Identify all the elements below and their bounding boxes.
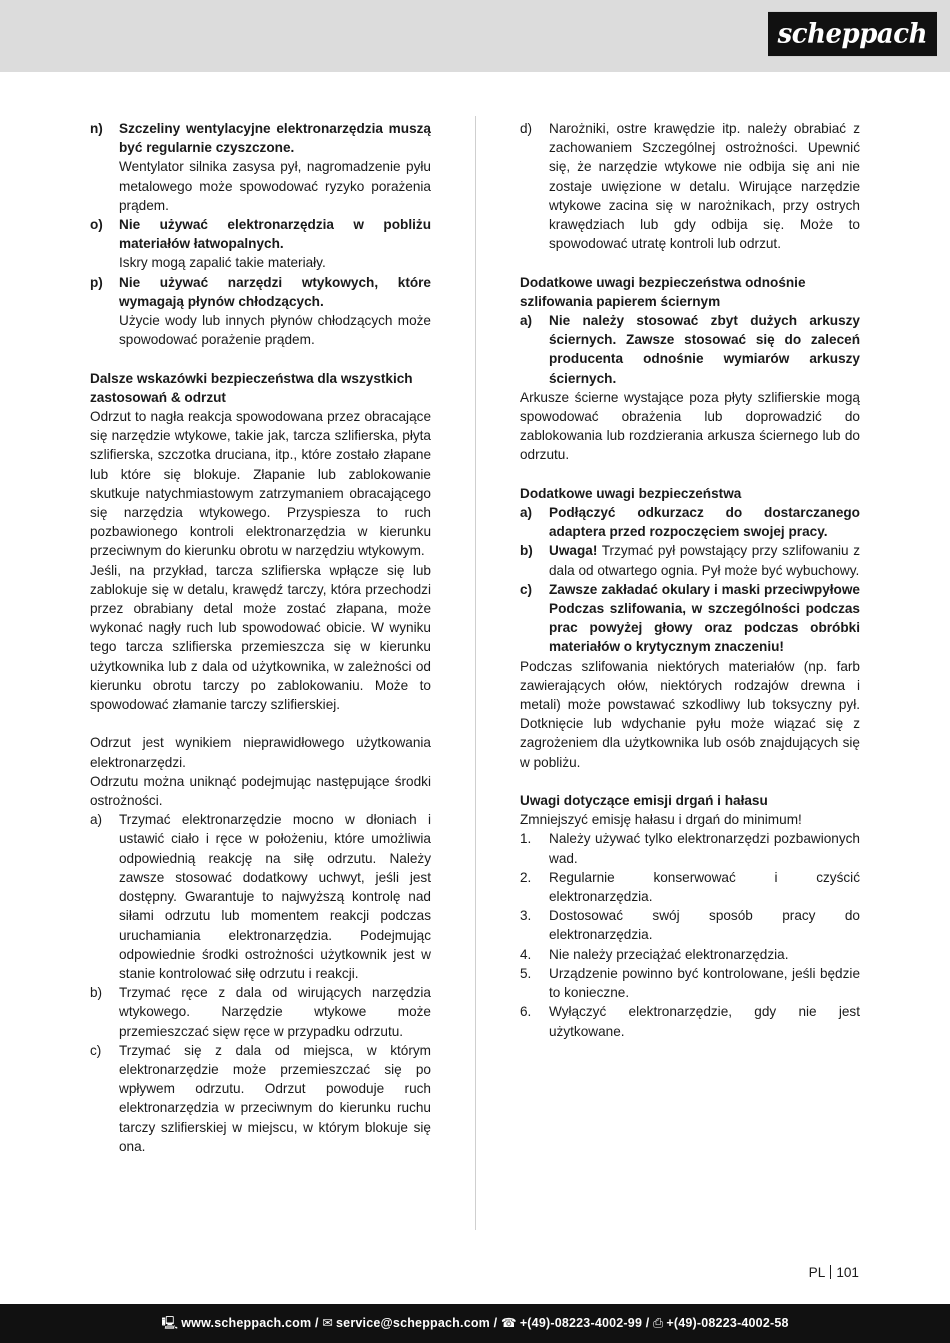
page-header xyxy=(0,0,950,72)
page-lang: PL xyxy=(808,1265,826,1280)
item-marker: n) xyxy=(90,121,103,136)
paragraph: Podczas szlifowania niektórych materiałów (np. farb zawierających ołów, niektórych rodzajów drewna i metali) może powstawać szkodliwy lub toksyczny pył. Dotknięcie lub wdychanie pyłu może wiązać się z zagrożeniem dla użytkownika lub osób znajdujących się w pobliżu. xyxy=(520,658,860,770)
section-heading-noise: Uwagi dotyczące emisji drgań i hałasu xyxy=(520,793,768,809)
paragraph: Arkusze ścierne wystające poza płyty szlifierskie mogą spowodować obrażenia lub doprowadzić do zablokowania lub rozdzierania arkusza ściernego lub do odrzutu. xyxy=(520,389,860,463)
item-marker: a) xyxy=(90,812,103,828)
list-item xyxy=(90,1041,431,1156)
email-icon: ✉ xyxy=(322,1316,334,1330)
section-heading-kickback: Dalsze wskazówki bezpieczeństwa dla wszystkich zastosowań & odrzut xyxy=(90,370,413,405)
list-item xyxy=(520,964,860,1002)
column-divider xyxy=(475,116,476,1230)
list-item xyxy=(90,215,431,273)
list-item xyxy=(520,580,860,657)
item-text: Trzymać ręce z dala od wirujących narzędzia wtykowego. Narzędzie wtykowe może przemieszczać sięw ręce w przypadku odrzutu. xyxy=(119,985,431,1039)
item-text: Trzymać się z dala od miejsca, w którym elektronarzędzie może przemieszczać się po wpływem odrzutu. Odrzut powoduje ruch elektronarzędzia w przeciwnym do kierunku ruchu tarczy szlifierskiej w miejscu, w którym blokuje się ona. xyxy=(119,1042,431,1154)
item-marker: c) xyxy=(520,581,533,597)
item-text: Należy używać tylko elektronarzędzi pozbawionych wad. xyxy=(549,831,860,866)
item-marker: 3. xyxy=(520,908,532,924)
item-marker: 1. xyxy=(520,831,532,847)
list-item xyxy=(520,945,860,964)
list-item xyxy=(520,829,860,867)
item-marker: o) xyxy=(90,217,103,233)
footer-phone: +(49)-08223-4002-99 / xyxy=(519,1316,650,1330)
list-item xyxy=(90,119,431,215)
item-heading: Szczeliny wentylacyjne elektronarzędzia muszą być regularnie czyszczone. xyxy=(119,121,431,156)
item-marker: b) xyxy=(520,543,533,559)
list-item xyxy=(90,983,431,1041)
list-item xyxy=(520,503,860,541)
item-marker: c) xyxy=(90,1042,102,1058)
list-item xyxy=(520,119,860,253)
right-column xyxy=(520,119,860,1041)
item-marker: b) xyxy=(90,985,103,1001)
item-text: Regularnie konserwować i czyścić elektronarzędzia. xyxy=(549,869,860,905)
item-text: Nie należy przeciążać elektronarzędzia. xyxy=(549,946,789,962)
list-item xyxy=(520,906,860,944)
list-item xyxy=(90,273,431,350)
paragraph: Odrzut to nagła reakcja spowodowana przez obracające się narzędzie wtykowe, takie jak, tarcza szlifierska, płyta szlifierska, szczotka druciana, itp., które zostało złapane lub które się blokuje. Złapanie lub zablokowanie skutkuje natychmiastowym zatrzymaniem obracającego się narzędzia wtykowego. Przyspiesza to ruch pozbawionego kontroli elektronarzędzia w kierunku przeciwnym do kierunku obrotu w narzędziu wtykowym. xyxy=(90,409,431,559)
list-item xyxy=(520,868,860,906)
paragraph: Odrzutu można uniknąć podejmując następujące środki ostrożności. xyxy=(90,773,431,809)
list-item xyxy=(520,311,860,388)
page-number-value: 101 xyxy=(836,1265,859,1280)
computer-icon: 🖳 xyxy=(161,1316,179,1330)
item-marker: p) xyxy=(90,274,103,290)
list-item xyxy=(520,1002,860,1040)
scheppach-logo: scheppach xyxy=(768,12,937,56)
paragraph: Odrzut jest wynikiem nieprawidłowego użytkowania elektronarzędzi. xyxy=(90,735,431,770)
fax-icon: ⎙ xyxy=(653,1316,664,1330)
section-heading-additional: Dodatkowe uwagi bezpieczeństwa xyxy=(520,485,742,501)
item-text: Dostosować swój sposób pracy do elektronarzędzia. xyxy=(549,908,860,943)
page-number xyxy=(809,1265,859,1280)
page-footer xyxy=(0,1304,950,1343)
item-text: Urządzenie powinno być kontrolowane, jeśli będzie to konieczne. xyxy=(549,965,860,1001)
item-heading: Uwaga! xyxy=(549,543,598,559)
item-heading: Nie używać elektronarzędzia w pobliżu materiałów łatwopalnych. xyxy=(119,217,431,252)
item-text: Wentylator silnika zasysa pył, nagromadzenie pyłu metalowego może spowodować ryzyko porażenia prądem. xyxy=(119,159,431,213)
item-text: Użycie wody lub innych płynów chłodzących może spowodować porażenie prądem. xyxy=(119,313,431,348)
item-text: Iskry mogą zapalić takie materiały. xyxy=(119,255,326,271)
footer-web: www.scheppach.com / xyxy=(181,1316,319,1330)
item-marker: 5. xyxy=(520,965,532,981)
item-heading: Nie używać narzędzi wtykowych, które wymagają płynów chłodzących. xyxy=(119,274,431,309)
item-marker: a) xyxy=(520,505,533,521)
item-text: Trzymać elektronarzędzie mocno w dłoniach i ustawić ciało i ręce w położeniu, które umożliwia odpowiednią reakcję na siłę odrzutu. Należy zawsze stosować dodatkowy uchwyt, jeśli jest dostępny. Gwarantuje to najwyższą kontrolę nad siłami odrzutu lub momentem reakcji podczas uruchamiania elektronarzędzia. Podejmując odpowiednie środki ostrożności użytkownik jest w stanie kontrolować siłę odrzutu i reakcji. xyxy=(119,812,431,981)
item-text: Narożniki, ostre krawędzie itp. należy obrabiać z zachowaniem Szczególnej ostrożności. Upewnić się, że narzędzie wtykowe nie odbija się ani nie zostaje uwięzione w detalu. Wirujące narzędzie wtykowe zacina się w narożnikach, przy ostrych krawędziach lub gdy odbija się. Może to spowodować utratę kontroli lub odrzut. xyxy=(549,121,860,252)
left-column xyxy=(90,119,431,1156)
item-heading: Podłączyć odkurzacz do dostarczanego adaptera przed rozpoczęciem swojej pracy. xyxy=(549,505,860,540)
phone-icon: ☎ xyxy=(501,1316,517,1330)
item-text: Wyłączyć elektronarzędzie, gdy nie jest użytkowane. xyxy=(549,1004,860,1039)
item-marker: 6. xyxy=(520,1004,532,1020)
item-marker: d) xyxy=(520,121,533,136)
item-marker: 4. xyxy=(520,946,532,962)
item-text: Trzymać pył powstający przy szlifowaniu z dala od otwartego ognia. Pył może być wybuchowy. xyxy=(549,543,860,578)
paragraph: Jeśli, na przykład, tarcza szlifierska wpłącze się lub zablokuje się w detalu, krawędź tarczy, która przechodzi przez obrabiany detal może zostać złapana, może wykonać nagły ruch lub spowodować obicie. W wyniku tego tarcza szlifierska przemieszcza się w kierunku użytkownika lub z dala od użytkownika, w zależności od kierunku obrotu tarczy po zablokowaniu. Może to spowodować złamanie tarczy szlifierskiej. xyxy=(90,562,431,713)
item-heading: Zawsze zakładać okulary i maski przeciwpyłowe Podczas szlifowania, w szczególności podczas prac powyżej głowy oraz podczas obróbki materiałów o krytycznym znaczeniu! xyxy=(549,581,860,655)
paragraph: Zmniejszyć emisję hałasu i drgań do minimum! xyxy=(520,812,802,828)
item-marker: a) xyxy=(520,313,533,329)
item-heading: Nie należy stosować zbyt dużych arkuszy ściernych. Zawsze stosować się do zaleceń producenta odnośnie wymiarów arkuszy ściernych. xyxy=(549,313,860,386)
list-item xyxy=(90,810,431,983)
section-heading-sanding-paper: Dodatkowe uwagi bezpieczeństwa odnośnie szlifowania papierem ściernym xyxy=(520,274,806,309)
item-marker: 2. xyxy=(520,869,532,885)
footer-fax: +(49)-08223-4002-58 xyxy=(666,1316,789,1330)
list-item xyxy=(520,541,860,579)
footer-email: service@scheppach.com / xyxy=(336,1316,498,1330)
